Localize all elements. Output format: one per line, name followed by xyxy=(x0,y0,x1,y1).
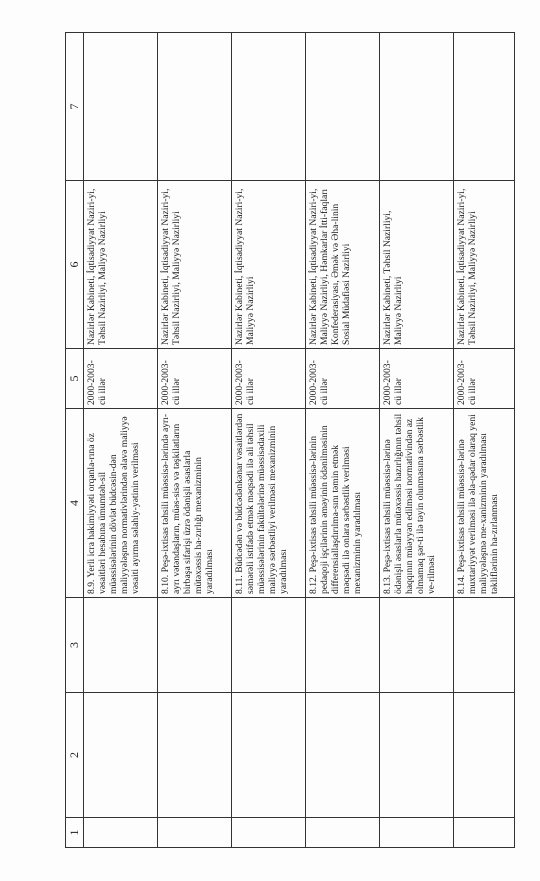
cell-col-1 xyxy=(454,818,515,848)
executors-cell: Nazirlər Kabineti, İqtisadiyyat Naziri-yi, Təhsil Nazirliyi, Maliyyə Nazirliyi xyxy=(454,181,515,349)
executors-cell: Nazirlər Kabineti, İqtisadiyyat Naziri-yi, Maliyyə Nazirliyi, Həmkarlar İtti-faqları Konfederasiyası, Əmək və Əha-linin Sosial Müdafiəsi Nazirliyi xyxy=(306,181,380,349)
cell-col-2 xyxy=(84,693,158,818)
executors-cell: Nazirlər Kabineti, İqtisadiyyat Naziri-yi, Təhsil Nazirliyi, Maliyyə Nazirliyi xyxy=(158,181,232,349)
period-cell: 2000-2003-cü illər xyxy=(158,349,232,409)
header-col-1: 1 xyxy=(66,818,84,848)
table-row xyxy=(306,33,380,848)
measure-cell: 8.11. Büdcədən və büdcədənkənar vəsaitlərdən səmərəli istifadə etmək məqsədi ilə ali təhsil müəssisələrinin fakültələrinə müəssisədaxili maliyyə sərbəstliyi verilməsi mexanizminin yaradılması xyxy=(232,409,306,598)
cell-col-3 xyxy=(306,598,380,693)
header-col-2: 2 xyxy=(66,693,84,818)
header-col-6: 6 xyxy=(66,181,84,349)
cell-col-2 xyxy=(232,693,306,818)
cell-col-7 xyxy=(232,33,306,181)
cell-col-7 xyxy=(454,33,515,181)
cell-col-7 xyxy=(84,33,158,181)
cell-col-2 xyxy=(380,693,454,818)
cell-col-2 xyxy=(158,693,232,818)
cell-col-7 xyxy=(158,33,232,181)
cell-col-1 xyxy=(306,818,380,848)
cell-col-1 xyxy=(158,818,232,848)
executors-cell: Nazirlər Kabineti, Təhsil Nazirliyi, Maliyyə Nazirliyi xyxy=(380,181,454,349)
period-cell: 2000-2003-cü illər xyxy=(454,349,515,409)
measure-cell: 8.14. Peşə-ixtisas təhsili müəssisə-lərinə muxtariyyət verilməsi ilə əla-qədar olaraq yeni maliyyələşmə me-xanizminin yaradılması təkliflərinin ha-zırlanması xyxy=(454,409,515,598)
cell-col-7 xyxy=(380,33,454,181)
period-cell: 2000-2003-cü illər xyxy=(232,349,306,409)
cell-col-1 xyxy=(232,818,306,848)
measure-cell: 8.10. Peşə-ixtisas təhsili müəssisə-lərində ayrı-ayrı vətəndaşların, müəs-sisə və təşkilatların birbaşa sifarişi üzrə ödənişli əsaslarla mütəxəssis ha-zırlığı mexanizminin yaradılması xyxy=(158,409,232,598)
cell-col-3 xyxy=(158,598,232,693)
measure-cell: 8.9. Yerli icra hakimiyyəti orqanla-rına öz vəsaitləri hesabına ümumtəh-sil müəssisələrinin dövlət büdcəsin-dən maliyyələşmə normativlərindən əlavə maliyyə vəsaiti ayırma səlahiy-yətinin verilməsi xyxy=(84,409,158,598)
table-row xyxy=(84,33,158,848)
header-col-4: 4 xyxy=(66,409,84,598)
header-col-7: 7 xyxy=(66,33,84,181)
action-plan-table xyxy=(65,32,515,848)
table-row xyxy=(158,33,232,848)
table-row xyxy=(232,33,306,848)
cell-col-3 xyxy=(84,598,158,693)
period-cell: 2000-2003-cü illər xyxy=(380,349,454,409)
cell-col-7 xyxy=(306,33,380,181)
table-header-row xyxy=(66,33,84,848)
cell-col-3 xyxy=(380,598,454,693)
table-row xyxy=(380,33,454,848)
cell-col-3 xyxy=(454,598,515,693)
executors-cell: Nazirlər Kabineti, İqtisadiyyat Naziri-yi, Təhsil Nazirliyi, Maliyyə Nazirliyi xyxy=(84,181,158,349)
cell-col-1 xyxy=(84,818,158,848)
period-cell: 2000-2003-cü illər xyxy=(84,349,158,409)
executors-cell: Nazirlər Kabineti, İqtisadiyyat Naziri-yi, Maliyyə Nazirliyi xyxy=(232,181,306,349)
cell-col-3 xyxy=(232,598,306,693)
cell-col-1 xyxy=(380,818,454,848)
header-col-5: 5 xyxy=(66,349,84,409)
cell-col-2 xyxy=(454,693,515,818)
period-cell: 2000-2003-cü illər xyxy=(306,349,380,409)
header-col-3: 3 xyxy=(66,598,84,693)
measure-cell: 8.12. Peşə-ixtisas təhsili müəssisə-lərinin pedaqoji işçilərinin əməyinin ödənilməsinin differensiallaşdırılma-sını təmin etmək məqsədi ilə onlara sərbəstlik verilməsi mexanizminin yaradılması xyxy=(306,409,380,598)
cell-col-2 xyxy=(306,693,380,818)
measure-cell: 8.13. Peşə-ixtisas təhsili müəssisə-lərinə ödənişli əsaslarla mütəxəssis hazırlığının təhsil haqqının müəyyən edilməsi normativindən az olmamaq şər-ti ilə təyin olunmasına sərbəstlik ve-rilməsi xyxy=(380,409,454,598)
table-row xyxy=(454,33,515,848)
